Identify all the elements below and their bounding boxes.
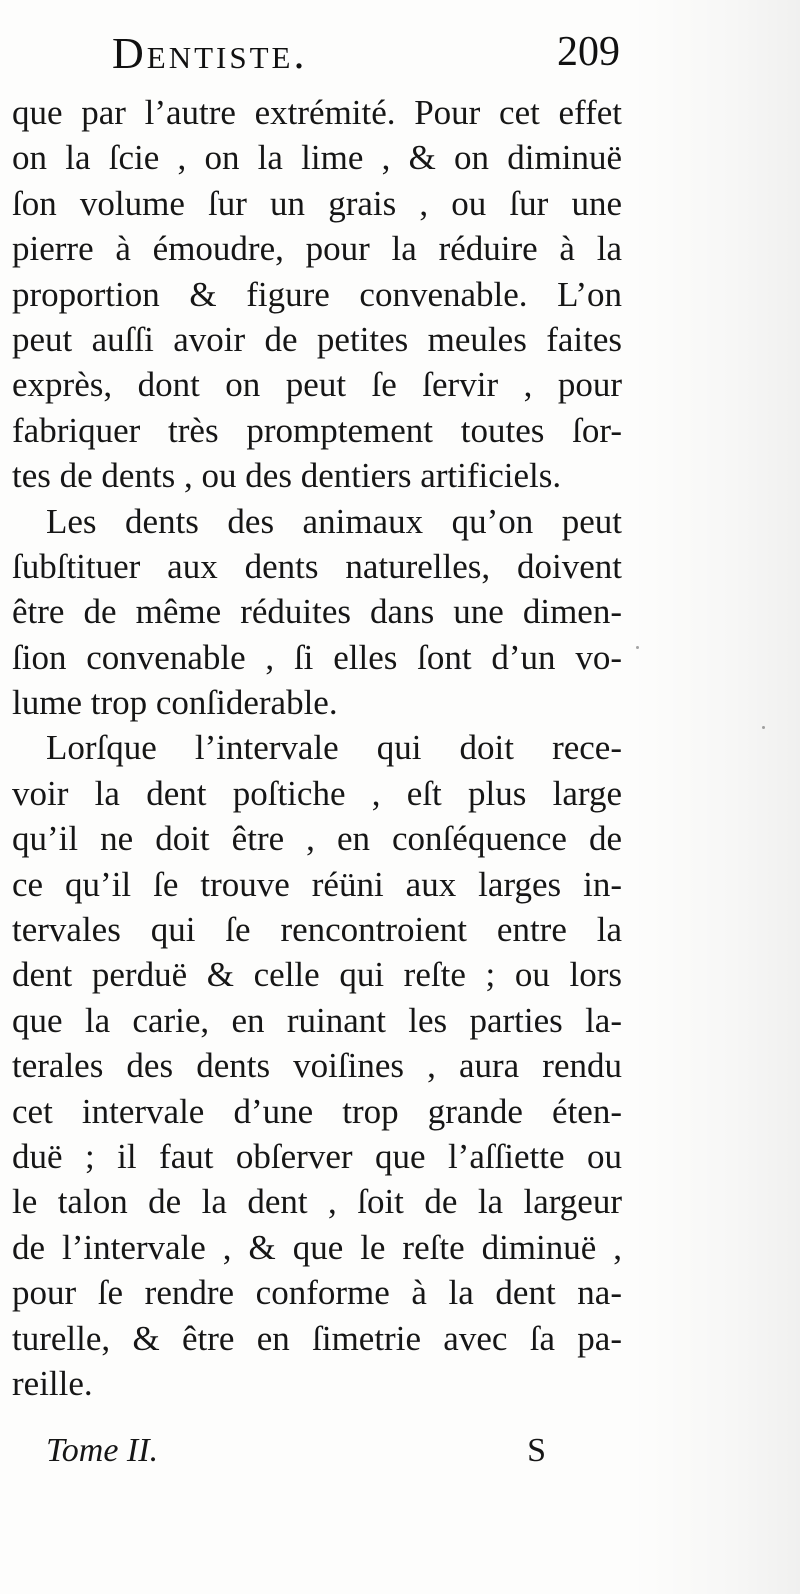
page-footer [46,1432,546,1482]
text-line: lume trop conſiderable. [12,683,338,723]
running-head: Dentiste. [112,29,308,78]
text-line: voir la dent poſtiche , eſt plus large [12,773,622,813]
text-line: tes de dents , ou des dentiers artificiels. [12,456,562,496]
text-line: fabriquer très promptement toutes ſor- [12,410,622,450]
text-line: reille. [12,1363,93,1403]
text-line: pour ſe rendre conforme à la dent na- [12,1273,622,1313]
text-line: exprès, dont on peut ſe ſervir , pour [12,365,622,405]
paragraph-first-line: Les dents des animaux qu’on peut [46,501,622,541]
text-line: dent perduë & celle qui reſte ; ou lors [12,955,622,995]
text-line: cet intervale d’une trop grande éten- [12,1091,622,1131]
text-line: ſon volume ſur un grais , ou ſur une [12,183,622,223]
text-line: être de même réduites dans une dimen- [12,592,622,632]
ink-speck [762,726,765,729]
signature-mark: S [527,1432,546,1469]
page-number: 209 [557,29,620,75]
text-line: pierre à émoudre, pour la réduire à la [12,229,622,269]
ink-speck [636,646,639,649]
text-line: ce qu’il ſe trouve réüni aux larges in- [12,864,622,904]
text-line: proportion & figure convenable. L’on [12,274,622,314]
text-line: le talon de la dent , ſoit de la largeur [12,1182,622,1222]
text-line: ſion convenable , ſi elles ſont d’un vo- [12,637,622,677]
text-line: qu’il ne doit être , en conſéquence de [12,819,622,859]
volume-mark: Tome II. [46,1432,159,1469]
text-line: que la carie, en ruinant les parties la- [12,1000,622,1040]
text-line: tervales qui ſe rencontroient entre la [12,910,622,950]
page-gutter-shadow [630,0,800,1594]
text-line: on la ſcie , on la lime , & on diminuë [12,138,622,178]
text-line: turelle, & être en ſimetrie avec ſa pa- [12,1318,622,1358]
text-line: terales des dents voiſines , aura rendu [12,1046,622,1086]
text-line: peut auſſi avoir de petites meules faites [12,319,622,359]
text-line: de l’intervale , & que le reſte diminuë , [12,1227,622,1267]
text-line: que par l’autre extrémité. Pour cet effet [12,93,622,132]
body-text [12,90,622,1406]
text-line: duë ; il faut obſerver que l’aſſiette ou [12,1136,622,1176]
page-header [112,28,620,88]
text-line: ſubſtituer aux dents naturelles, doivent [12,546,622,586]
paragraph-first-line: Lorſque l’intervale qui doit rece- [46,728,622,768]
